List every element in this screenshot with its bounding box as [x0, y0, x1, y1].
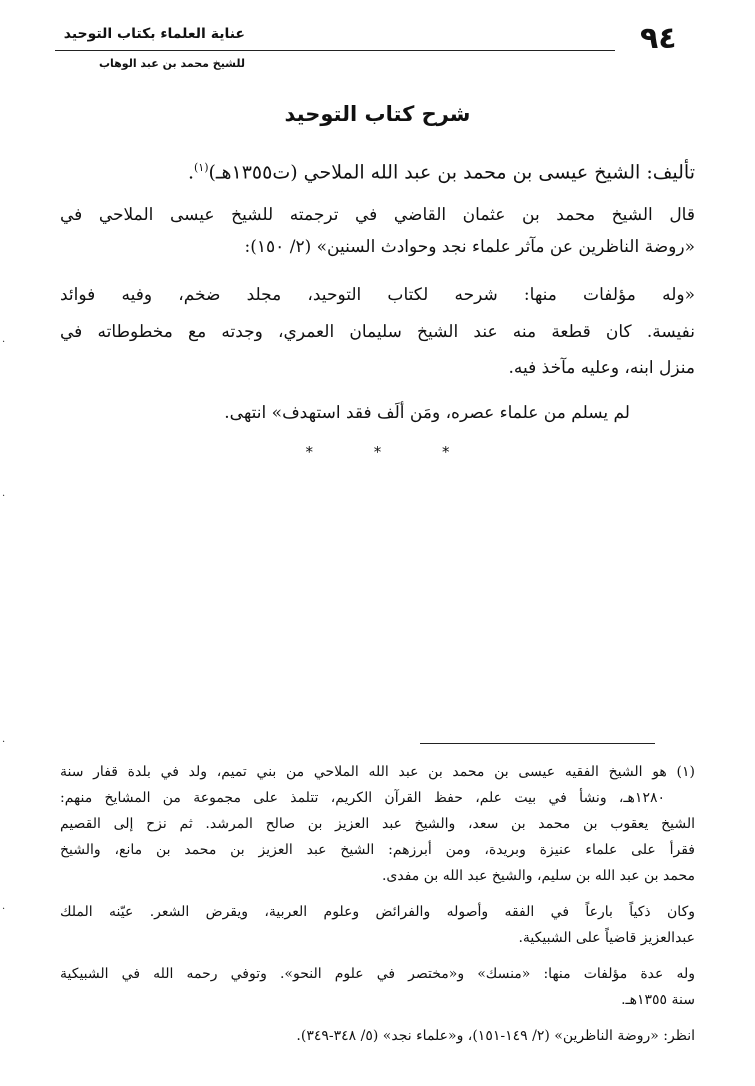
quote-line-3: منزل ابنه، وعليه مآخذ فيه. — [508, 358, 695, 378]
footnote-line: الشيخ يعقوب بن محمد بن سعد، والشيخ عبد العزيز بن صالح المرشد. ثم نزح إلى القصيم — [60, 816, 695, 832]
quote-intro-line-2: «روضة الناظرين عن مآثر علماء نجد وحوادث السنين» (٢/ ١٥٠): — [244, 237, 695, 257]
quote-end-line: لم يسلم من علماء عصره، ومَن ألَف فقد استهدف» انتهى. — [224, 403, 630, 423]
author-line — [188, 153, 695, 187]
margin-speck: · — [2, 337, 6, 348]
margin-speck: · — [2, 491, 6, 502]
quote-line-1: «وله مؤلفات منها: شرحه لكتاب التوحيد، مجلد ضخم، وفيه فوائد — [60, 285, 695, 305]
running-subtitle: للشيخ محمد بن عبد الوهاب — [98, 57, 245, 70]
footnote-line: فقرأ على علماء عنيزة وبريدة، ومن أبرزهم: الشيخ عبد العزيز بن محمد بن مانع، والشيخ — [60, 842, 695, 858]
footnote-line: سنة ١٣٥٥هـ. — [621, 992, 695, 1008]
footnote-line: وكان ذكياً بارعاً في الفقه وأصوله والفرائض وعلوم العربية، ويقرض الشعر. عيّنه الملك — [60, 904, 695, 920]
footnote-line: وله عدة مؤلفات منها: «منسك» و«مختصر في علوم النحو». وتوفي رحمه الله في الشبيكية — [60, 966, 695, 982]
margin-speck: · — [2, 737, 6, 748]
margin-speck: · — [2, 904, 6, 915]
quote-intro-line-1: قال الشيخ محمد بن عثمان القاضي في ترجمته للشيخ عيسى الملاحي في — [60, 205, 695, 225]
footnote-line: عبدالعزيز قاضياً على الشبيكية. — [518, 930, 695, 946]
footnote-line: ١٢٨٠هـ، ونشأ في بيت علم، حفظ القرآن الكريم، تتلمذ على مجموعة من المشايخ منهم: — [60, 790, 665, 806]
footnote-ref: (١) — [193, 161, 209, 174]
footnote-line: (١) هو الشيخ الفقيه عيسى بن محمد بن عبد الله الملاحي من بني تميم، ولد في بلدة قفار سنة — [60, 764, 695, 780]
author-line-period: . — [187, 161, 194, 184]
section-separator: * * * — [305, 443, 478, 461]
header-rule — [55, 50, 615, 51]
footnote-line: محمد بن عبد الله بن سليم، والشيخ عبد الله بن مفدى. — [381, 868, 695, 884]
footnote-rule — [420, 743, 655, 744]
quote-line-2: نفيسة. كان قطعة منه عند الشيخ سليمان العمري، وجدته مع مخطوطاته في — [60, 322, 695, 342]
section-title: شرح كتاب التوحيد — [284, 102, 471, 126]
footnote-line: انظر: «روضة الناظرين» (٢/ ١٤٩-١٥١)، و«علماء نجد» (٥/ ٣٤٨-٣٤٩). — [296, 1028, 695, 1044]
author-text: تأليف: الشيخ عيسى بن محمد بن عبد الله الملاحي (ت١٣٥٥هـ) — [208, 161, 695, 184]
running-title: عناية العلماء بكتاب التوحيد — [63, 26, 245, 42]
page-number: ٩٤ — [640, 21, 677, 56]
